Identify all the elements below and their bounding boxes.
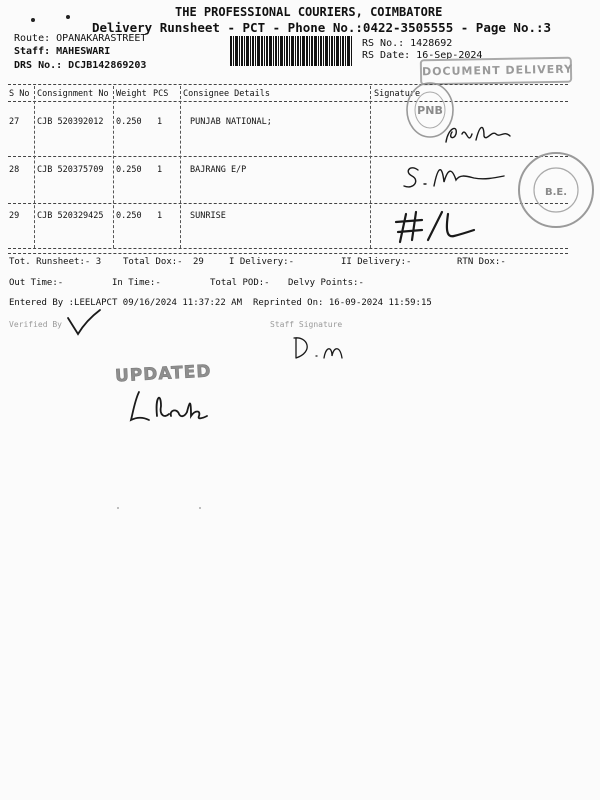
total-dox-label: Total Dox:- [123,257,183,267]
signature-row-29 [392,206,478,248]
col-divider [34,86,35,248]
verified-by-label: Verified By [9,320,62,329]
col-header-consignment: Consignment No [37,89,109,99]
row-sno: 27 [9,117,20,127]
row-consignee: SUNRISE [190,211,226,221]
col-header-sno: S No [9,89,30,99]
col-header-consignee: Consignee Details [183,89,270,99]
total-dox-value: 29 [193,257,204,267]
col-header-pcs: PCS [153,89,169,99]
row-weight: 0.250 [116,117,142,127]
table-rule-header [8,101,568,102]
delvy-points: Delvy Points:- [288,278,364,288]
row-consignee: BAJRANG E/P [190,165,247,175]
second-delivery: II Delivery:- [341,257,412,267]
rs-date: RS Date: 16-Sep-2024 [362,50,483,61]
in-time: In Time:- [112,278,161,288]
row-weight: 0.250 [116,165,142,175]
row-weight: 0.250 [116,211,142,221]
document-delivery-stamp: DOCUMENT DELIVERY [420,57,572,86]
updated-signature [125,386,215,426]
row-pcs: 1 [157,211,163,221]
col-divider [113,86,114,248]
table-rule-row [8,248,568,249]
row-consignment: CJB 520329425 [37,211,104,221]
table-rule-top [8,84,568,85]
entered-by: Entered By :LEELAPCT 09/16/2024 11:37:22 AM [9,298,242,308]
company-name: THE PROFESSIONAL COURIERS, COIMBATORE [175,5,443,19]
svg-text:PNB: PNB [417,104,443,117]
table-rule-row [8,203,568,204]
total-runsheet: Tot. Runsheet:- 3 [9,257,102,267]
updated-stamp: UPDATED [114,361,213,387]
signature-row-27 [440,120,520,150]
row-pcs: 1 [157,117,163,127]
table-rule-row [8,156,568,157]
verified-tick [64,308,104,336]
drs-number: DRS No.: DCJB142869203 [14,60,147,71]
first-delivery: I Delivery:- [229,257,295,267]
total-pod: Total POD:- [210,278,270,288]
svg-text:B.E.: B.E. [544,187,568,198]
row-consignment: CJB 520375709 [37,165,104,175]
scan-dot [31,18,35,22]
col-header-signature: Signature [374,89,421,99]
col-divider [370,86,371,248]
reprinted-on: Reprinted On: 16-09-2024 11:59:15 [253,298,432,308]
out-time: Out Time:- [9,278,64,288]
rtn-dox: RTN Dox:- [457,257,506,267]
rs-number: RS No.: 1428692 [362,38,453,49]
runsheet-title: Delivery Runsheet - PCT - Phone No.:0422-3505555 - Page No.:3 [92,20,552,35]
row-sno: 29 [9,211,20,221]
scan-speck [117,507,119,509]
col-header-weight: Weight [116,89,147,99]
route: Route: OPANAKARASTREET [14,33,147,44]
scan-speck [199,507,201,509]
signature-row-28 [400,160,510,194]
totals-rule [8,253,568,254]
staff-signature-label: Staff Signature [270,320,343,329]
row-sno: 28 [9,165,20,175]
row-consignment: CJB 520392012 [37,117,104,127]
row-consignee: PUNJAB NATIONAL; [190,117,272,127]
col-divider [180,86,181,248]
row-pcs: 1 [157,165,163,175]
barcode [230,36,352,66]
staff-signature [286,332,356,364]
staff: Staff: MAHESWARI [14,46,111,57]
bajrang-seal-stamp [516,148,594,232]
scan-dot [66,15,70,19]
